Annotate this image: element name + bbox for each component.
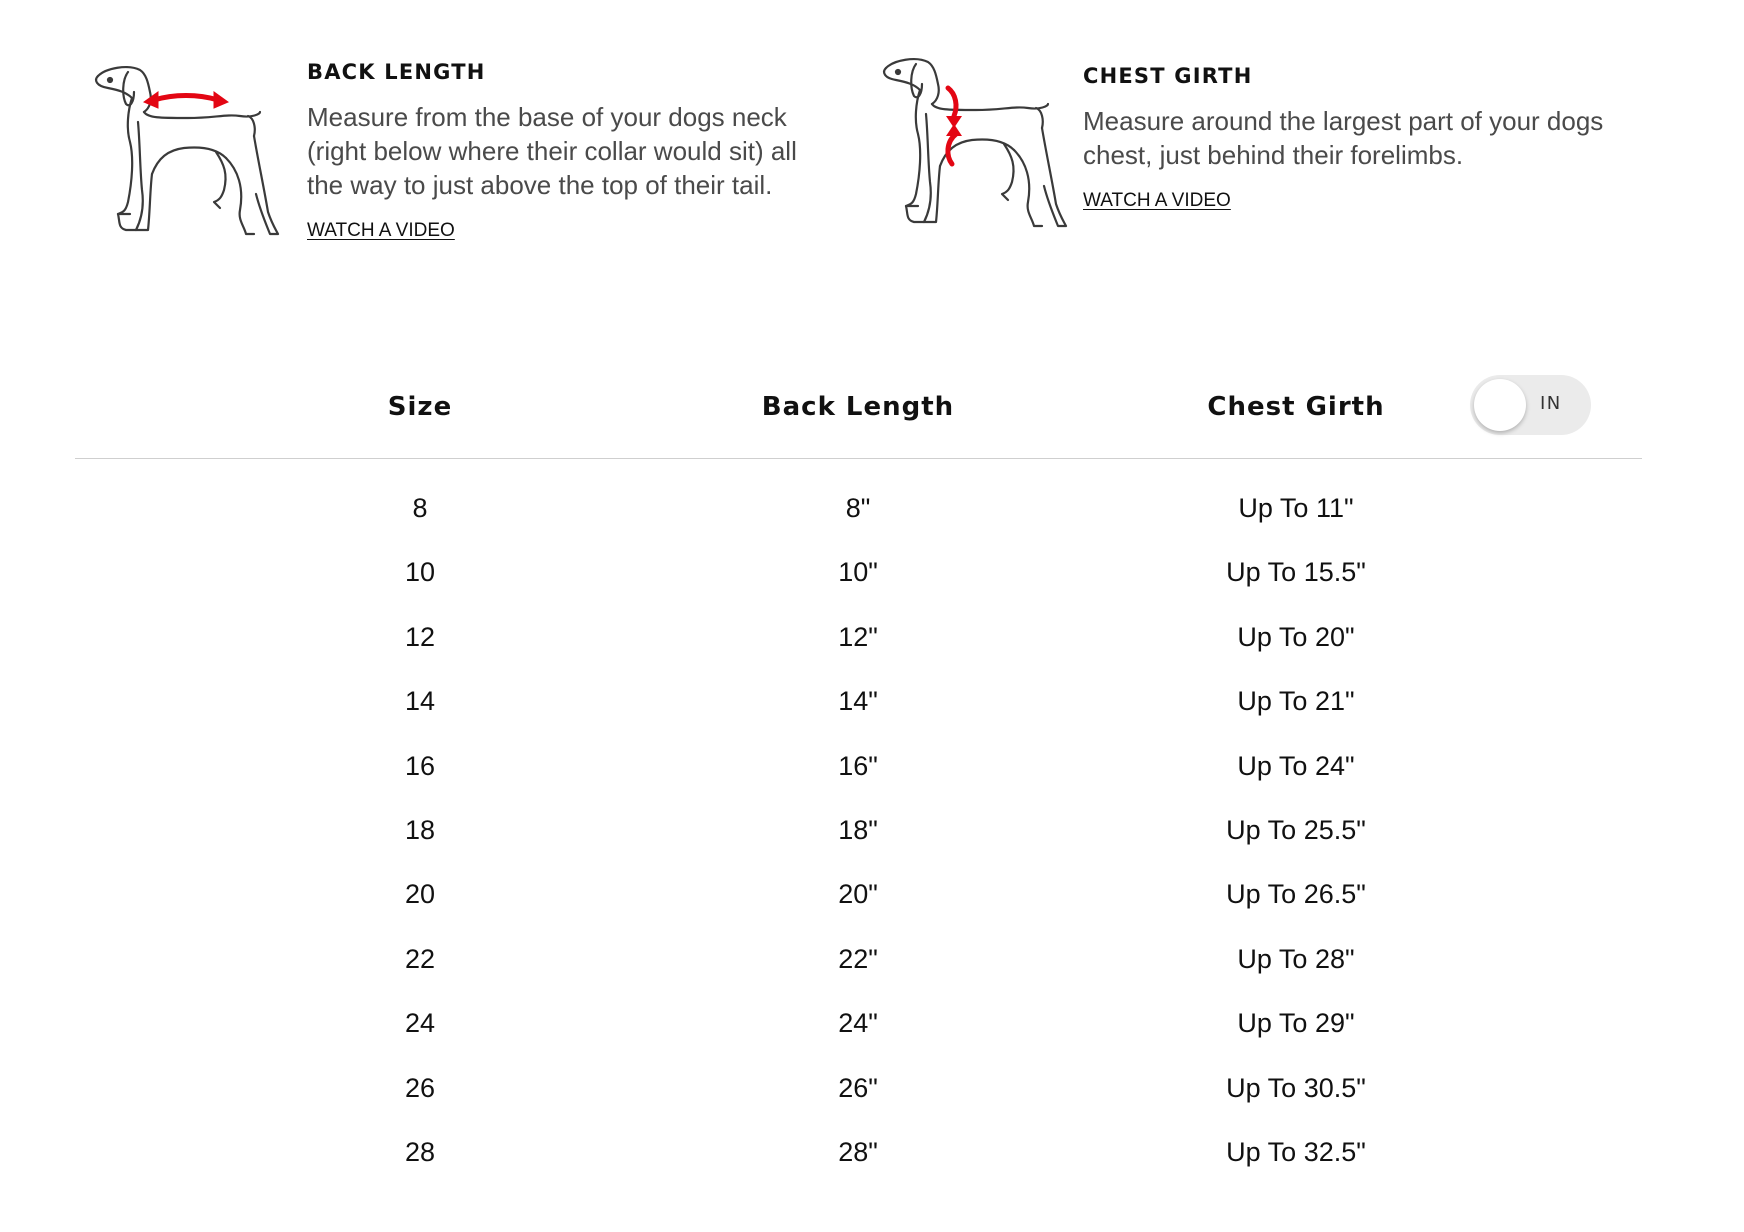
chest-girth-watch-video-link[interactable]: WATCH A VIDEO [1083, 190, 1231, 211]
back-length-cell: 18" [838, 814, 878, 845]
table-row [75, 930, 1642, 994]
size-cell: 26 [404, 1072, 436, 1103]
size-cell: 8 [412, 493, 428, 523]
toggle-knob[interactable] [1474, 379, 1526, 431]
chest-girth-cell: Up To 21" [1237, 686, 1355, 717]
back-length-cell: 24" [838, 1008, 878, 1039]
table-body [75, 459, 1642, 1187]
chest-girth-cell: Up To 15.5" [1226, 557, 1366, 588]
back-length-column-header: Back Length [761, 392, 955, 422]
back-length-cell: 10" [838, 557, 878, 588]
table-header [75, 370, 1642, 459]
back-length-cell: 16" [838, 750, 878, 781]
back-length-cell: 20" [838, 879, 878, 910]
chest-girth-cell: Up To 11" [1238, 493, 1354, 523]
back-length-cell: 12" [838, 621, 878, 652]
size-cell: 24 [404, 1008, 436, 1039]
table-row [75, 608, 1642, 672]
chest-girth-cell: Up To 25.5" [1226, 814, 1366, 845]
size-column-header: Size [387, 392, 453, 422]
back-length-watch-video-link[interactable]: WATCH A VIDEO [307, 220, 455, 241]
table-row [75, 1059, 1642, 1123]
back-length-section [0, 0, 870, 260]
size-cell: 18 [404, 814, 436, 845]
size-cell: 28 [404, 1136, 436, 1167]
chest-girth-cell: Up To 32.5" [1226, 1136, 1366, 1167]
dog-chest-girth-icon [876, 54, 1076, 234]
table-row [75, 543, 1642, 607]
size-chart-table [75, 370, 1642, 1187]
table-row [75, 865, 1642, 929]
chest-girth-cell: Up To 28" [1237, 943, 1355, 974]
table-row [75, 672, 1642, 736]
chest-girth-title: CHEST GIRTH [1083, 64, 1253, 88]
size-cell: 12 [404, 621, 436, 652]
size-cell: 10 [404, 557, 436, 588]
chest-girth-section [870, 0, 1744, 260]
size-cell: 20 [404, 879, 436, 910]
back-length-cell: 28" [838, 1136, 878, 1167]
unit-toggle[interactable] [1470, 375, 1591, 435]
back-length-cell: 26" [838, 1072, 878, 1103]
chest-girth-column-header: Chest Girth [1207, 392, 1385, 422]
table-row [75, 737, 1642, 801]
back-length-description: Measure from the base of your dogs neck (right below where their collar would sit) all the way to just above the top of their tail. [307, 102, 797, 200]
back-length-cell: 8" [845, 493, 871, 523]
table-row [75, 479, 1642, 543]
chest-girth-cell: Up To 24" [1237, 750, 1355, 781]
chest-girth-description: Measure around the largest part of your dogs chest, just behind their forelimbs. [1083, 106, 1604, 170]
table-row [75, 1123, 1642, 1187]
table-row [75, 994, 1642, 1058]
dog-back-length-icon [88, 62, 288, 242]
chest-girth-cell: Up To 20" [1237, 621, 1355, 652]
chest-girth-cell: Up To 30.5" [1226, 1072, 1366, 1103]
table-row [75, 801, 1642, 865]
back-length-title: BACK LENGTH [307, 60, 486, 84]
unit-toggle-label: IN [1540, 393, 1562, 414]
size-cell: 14 [404, 686, 436, 717]
back-length-cell: 14" [838, 686, 878, 717]
size-cell: 22 [404, 943, 436, 974]
back-length-cell: 22" [838, 943, 878, 974]
size-cell: 16 [404, 750, 436, 781]
chest-girth-cell: Up To 29" [1237, 1008, 1355, 1039]
chest-girth-cell: Up To 26.5" [1226, 879, 1366, 910]
